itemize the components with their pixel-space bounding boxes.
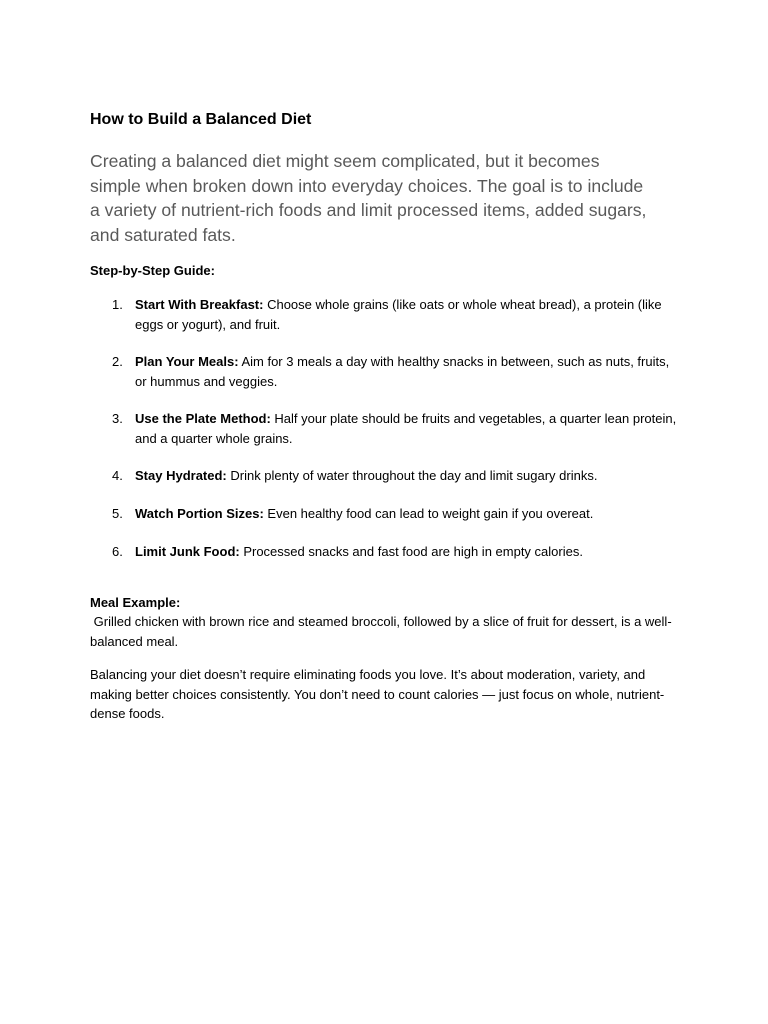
step-text: Aim for 3 meals a day with healthy snacks in between, such as nuts, fruits, or hummus and veggies. [135, 354, 670, 389]
meal-example-heading: Meal Example: [90, 595, 181, 610]
list-item [90, 542, 680, 580]
step-text: Drink plenty of water throughout the day and limit sugary drinks. [226, 468, 598, 483]
step-title: Start With Breakfast: [135, 297, 264, 312]
document-title: How to Build a Balanced Diet [90, 111, 312, 128]
closing-paragraph: Balancing your diet doesn’t require eliminating foods you love. It’s about moderation, variety, and making better choices consistently. You don’t need to count calories — just focus on whole, nutrient-dense foods. [90, 667, 665, 721]
step-text: Choose whole grains (like oats or whole wheat bread), a protein (like eggs or yogurt), and fruit. [135, 297, 662, 332]
list-item [90, 466, 680, 504]
step-title: Watch Portion Sizes: [135, 506, 264, 521]
list-item [90, 504, 680, 542]
intro-paragraph: Creating a balanced diet might seem complicated, but it becomes simple when broken down into everyday choices. The goal is to include a variety of nutrient-rich foods and limit processed items, added sugars, and saturated fats. [90, 151, 647, 245]
step-title: Stay Hydrated: [135, 468, 227, 483]
step-title: Plan Your Meals: [135, 354, 239, 369]
list-item [90, 409, 680, 457]
step-number: 5. [112, 506, 123, 521]
step-text: Half your plate should be fruits and vegetables, a quarter lean protein, and a quarter whole grains. [135, 411, 677, 446]
guide-heading: Step-by-Step Guide: [90, 263, 215, 278]
step-number: 1. [112, 297, 123, 312]
steps-list [90, 295, 680, 580]
list-item [90, 352, 680, 409]
list-item [90, 295, 680, 352]
step-number: 2. [112, 354, 123, 369]
step-number: 3. [112, 411, 123, 426]
step-number: 6. [112, 544, 123, 559]
step-text: Even healthy food can lead to weight gain if you overeat. [263, 506, 594, 521]
step-title: Use the Plate Method: [135, 411, 271, 426]
meal-example-text: Grilled chicken with brown rice and steamed broccoli, followed by a slice of fruit for dessert, is a well-balanced meal. [90, 614, 672, 649]
step-text: Processed snacks and fast food are high in empty calories. [239, 544, 583, 559]
step-number: 4. [112, 468, 123, 483]
step-title: Limit Junk Food: [135, 544, 240, 559]
